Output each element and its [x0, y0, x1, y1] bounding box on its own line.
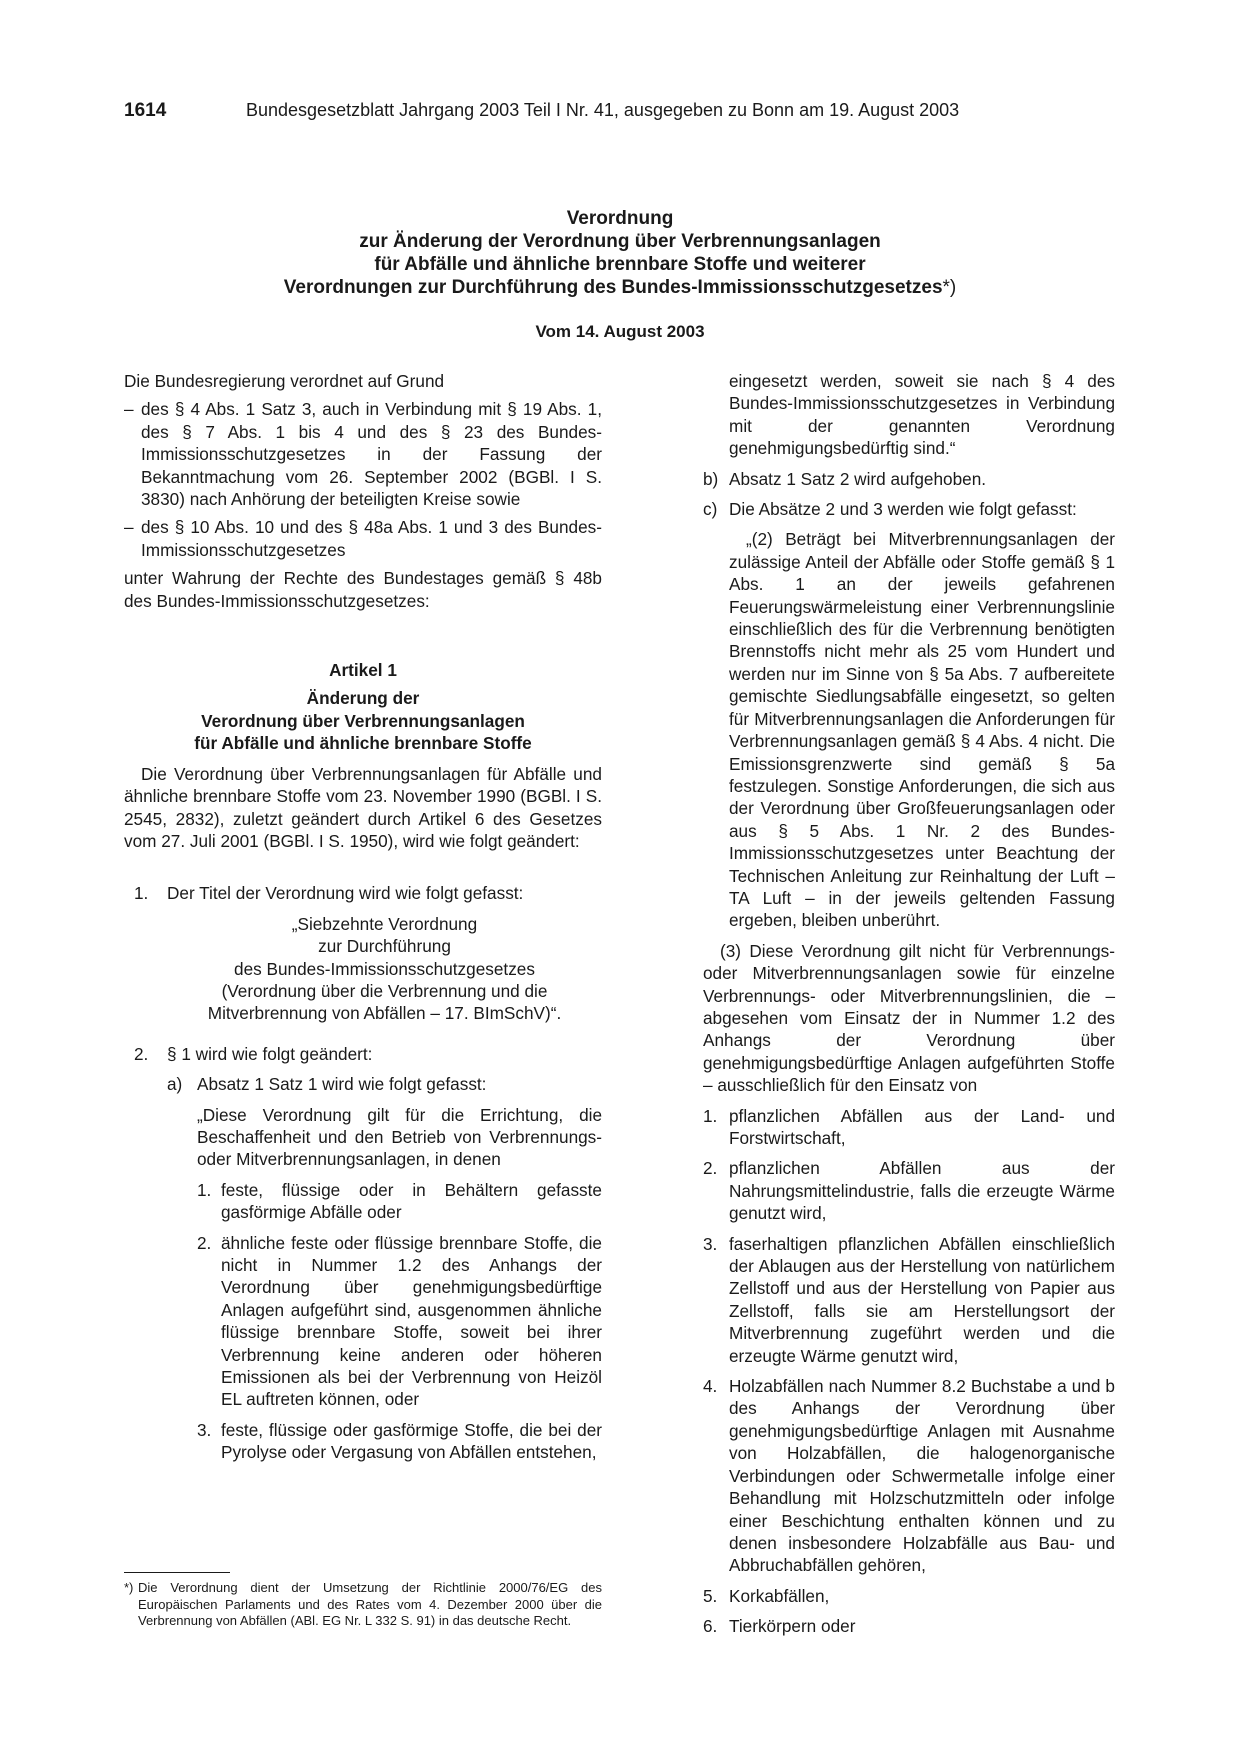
quoted-list-item	[124, 1179, 602, 1224]
legal-basis-text: des § 4 Abs. 1 Satz 3, auch in Verbindung mit § 19 Abs. 1, des § 7 Abs. 1 bis 4 und des § 23 des Bundes-Immissionsschutzgesetzes in der Fassung der Bekanntmachung vom 26. September 2002 (BGBl. I S. 3830) nach Anhörung der beteiligten Kreise sowie	[141, 399, 602, 510]
list-marker: 2.	[197, 1232, 212, 1253]
list-marker: 1.	[703, 1105, 718, 1126]
list-marker: 6.	[703, 1616, 718, 1637]
exemption-item	[703, 1157, 1115, 1224]
quote-line: Mitverbrennung von Abfällen – 17. BImSchV)“.	[207, 1003, 562, 1024]
dash-marker: –	[124, 399, 134, 420]
title-line-text: Verordnungen zur Durchführung des Bundes-Immissionsschutzgesetzes	[283, 277, 943, 298]
sub-item-c	[703, 498, 1115, 520]
list-marker: 2.	[703, 1158, 718, 1179]
quoted-paragraph-3: (3) Diese Verordnung gilt nicht für Verbrennungs- oder Mitverbrennungsanlagen sowie für einzelne Verbrennungs- oder Mitverbrennungslinien, die – abgesehen vom Einsatz der in Nummer 1.2 des Anhangs der Verordnung über genehmigungsbedürftige Anlagen aufgeführten Stoffe – ausschließlich für den Einsatz von	[703, 940, 1115, 1096]
sub-text: Absatz 1 Satz 1 wird wie folgt gefasst:	[197, 1074, 487, 1095]
sub-marker: b)	[703, 468, 719, 489]
left-column	[124, 370, 602, 1472]
list-text: pflanzlichen Abfällen aus der Nahrungsmittelindustrie, falls die erzeugte Wärme genutzt wird,	[729, 1158, 1115, 1224]
sub-item-a	[124, 1073, 602, 1095]
quoted-list-item	[124, 1419, 602, 1464]
document-date: Vom 14. August 2003	[535, 322, 705, 341]
list-marker: 3.	[703, 1233, 718, 1254]
exemption-item	[703, 1375, 1115, 1577]
article-title-line: Änderung der	[306, 688, 420, 709]
article-label: Artikel 1	[329, 660, 397, 681]
list-marker: 4.	[703, 1376, 718, 1397]
sub-marker: c)	[703, 499, 718, 520]
title-line: für Abfälle und ähnliche brennbare Stoffe und weiterer	[374, 254, 866, 275]
amendment-item-1	[124, 882, 602, 904]
title-line: Verordnung	[566, 208, 674, 229]
item-text: § 1 wird wie folgt geändert:	[167, 1043, 373, 1064]
list-marker: 5.	[703, 1585, 718, 1606]
quote-line: des Bundes-Immissionsschutzgesetzes	[234, 958, 535, 979]
quoted-paragraph-2: „(2) Beträgt bei Mitverbrennungsanlagen der zulässige Anteil der Abfälle oder Stoffe gemäß § 1 Abs. 1 an der jeweils gefahrenen Feuerungswärmeleistung einer Verbrennungslinie einschließlich des für die Verbrennung benötigten Brennstoffs nicht mehr als 25 vom Hundert und werden nur im Sinne von § 5a Abs. 7 aufbereitete gemischte Siedlungsabfälle eingesetzt, so gelten für Mitverbrennungsanlagen die Anforderungen für Verbrennungsanlagen gemäß § 4 Abs. 4 nicht. Die Emissionsgrenzwerte sind gemäß § 5a festzulegen. Sonstige Anforderungen, die sich aus der Verordnung über Großfeuerungsanlagen oder aus § 5 Abs. 1 Nr. 2 des Bundes-Immissionsschutzgesetzes unter Beachtung der Technischen Anleitung zur Reinhaltung der Luft – TA Luft – in der jeweils geltenden Fassung ergeben, bleiben unberührt.	[729, 529, 1115, 931]
quoted-paragraph-continuation: eingesetzt werden, soweit sie nach § 4 des Bundes-Immissionsschutzgesetzes in Verbindung mit der genannten Verordnung genehmigungsbedürftig sind.“	[729, 371, 1115, 459]
item-marker: 2.	[134, 1043, 149, 1064]
item-marker: 1.	[134, 883, 149, 904]
quote-line: (Verordnung über die Verbrennung und die	[221, 980, 548, 1001]
dash-marker: –	[124, 517, 134, 538]
list-text: faserhaltigen pflanzlichen Abfällen einschließlich der Ablaugen aus der Herstellung von natürlichem Zellstoff und aus der Herstellung von Papier aus Zellstoff, falls sie am Herstellungsort der Mitverbrennung zugeführt werden und die erzeugte Wärme genutzt wird,	[729, 1233, 1115, 1366]
preamble-closing: unter Wahrung der Rechte des Bundestages gemäß § 48b des Bundes-Immissionsschutzgesetzes:	[124, 568, 602, 611]
article-title-line: Verordnung über Verbrennungsanlagen	[201, 710, 525, 731]
list-marker: 1.	[197, 1179, 212, 1200]
list-text: ähnliche feste oder flüssige brennbare Stoffe, die nicht in Nummer 1.2 des Anhangs der Verordnung über genehmigungsbedürftige Anlagen aufgeführt sind, ausgenommen ähnliche flüssige brennbare Stoffe, soweit bei ihrer Verbrennung keine anderen oder höheren Emissionen als bei der Verbrennung von Heizöl EL auftreten können, oder	[221, 1232, 602, 1410]
running-title: Bundesgesetzblatt Jahrgang 2003 Teil I Nr. 41, ausgegeben zu Bonn am 19. August 2003	[246, 100, 960, 120]
quote-line: zur Durchführung	[318, 936, 451, 957]
exemption-item	[703, 1615, 1115, 1637]
page-number: 1614	[124, 100, 167, 121]
sub-text: Die Absätze 2 und 3 werden wie folgt gefasst:	[729, 499, 1077, 520]
exemption-item	[703, 1585, 1115, 1607]
footnote	[124, 1580, 602, 1630]
title-line: zur Änderung der Verordnung über Verbrennungsanlagen	[359, 231, 881, 252]
exemption-item	[703, 1105, 1115, 1150]
item-text: Der Titel der Verordnung wird wie folgt gefasst:	[167, 883, 524, 904]
exemption-item	[703, 1233, 1115, 1367]
list-marker: 3.	[197, 1419, 212, 1440]
sub-marker: a)	[167, 1074, 183, 1095]
quote-line: „Siebzehnte Verordnung	[291, 913, 478, 934]
sub-text: Absatz 1 Satz 2 wird aufgehoben.	[729, 468, 987, 489]
new-title-quote	[124, 913, 602, 1025]
amendment-item-2	[124, 1043, 602, 1065]
right-column	[703, 370, 1115, 1646]
article-title-line: für Abfälle und ähnliche brennbare Stoffe	[194, 733, 532, 754]
list-text: feste, flüssige oder gasförmige Stoffe, die bei der Pyrolyse oder Vergasung von Abfällen entstehen,	[221, 1419, 602, 1463]
quoted-list-item	[124, 1232, 602, 1411]
list-text: feste, flüssige oder in Behältern gefasste gasförmige Abfälle oder	[221, 1179, 602, 1223]
title-footnote-marker: *)	[942, 277, 957, 298]
footnote-divider	[124, 1572, 230, 1573]
list-text: Holzabfällen nach Nummer 8.2 Buchstabe a und b des Anhangs der Verordnung über genehmigungsbedürftige Anlagen mit Ausnahme von Holzabfällen, die halogenorganische Verbindungen oder Schwermetalle infolge einer Behandlung mit Holzschutzmitteln oder infolge einer Beschichtung enthalten können und zu denen insbesondere Holzabfälle aus Bau- und Abbruchabfällen gehören,	[729, 1376, 1115, 1576]
legal-basis-item	[124, 516, 602, 561]
list-text: Korkabfällen,	[729, 1585, 830, 1606]
footnote-marker: *)	[124, 1580, 134, 1595]
footnote-text: Die Verordnung dient der Umsetzung der Richtlinie 2000/76/EG des Europäischen Parlaments und des Rates vom 4. Dezember 2000 über die Verbrennung von Abfällen (ABl. EG Nr. L 332 S. 91) in das deutsche Recht.	[138, 1580, 602, 1628]
article-title	[124, 687, 602, 754]
sub-item-b	[703, 468, 1115, 490]
legal-basis-item	[124, 398, 602, 510]
title-line	[150, 276, 1090, 299]
list-text: Tierkörpern oder	[729, 1616, 856, 1637]
article-intro: Die Verordnung über Verbrennungsanlagen für Abfälle und ähnliche brennbare Stoffe vom 23. November 1990 (BGBl. I S. 2545, 2832), zuletzt geändert durch Artikel 6 des Gesetzes vom 27. Juli 2001 (BGBl. I S. 1950), wird wie folgt geändert:	[124, 763, 602, 851]
page-header	[124, 100, 1024, 130]
preamble: Die Bundesregierung verordnet auf Grund	[124, 371, 445, 391]
quoted-paragraph: „Diese Verordnung gilt für die Errichtung, die Beschaffenheit und den Betrieb von Verbrennungs- oder Mitverbrennungsanlagen, in denen	[197, 1104, 602, 1170]
list-text: pflanzlichen Abfällen aus der Land- und Forstwirtschaft,	[729, 1105, 1115, 1148]
document-title	[150, 207, 1090, 299]
legal-basis-text: des § 10 Abs. 10 und des § 48a Abs. 1 und 3 des Bundes-Immissionsschutzgesetzes	[141, 517, 602, 560]
